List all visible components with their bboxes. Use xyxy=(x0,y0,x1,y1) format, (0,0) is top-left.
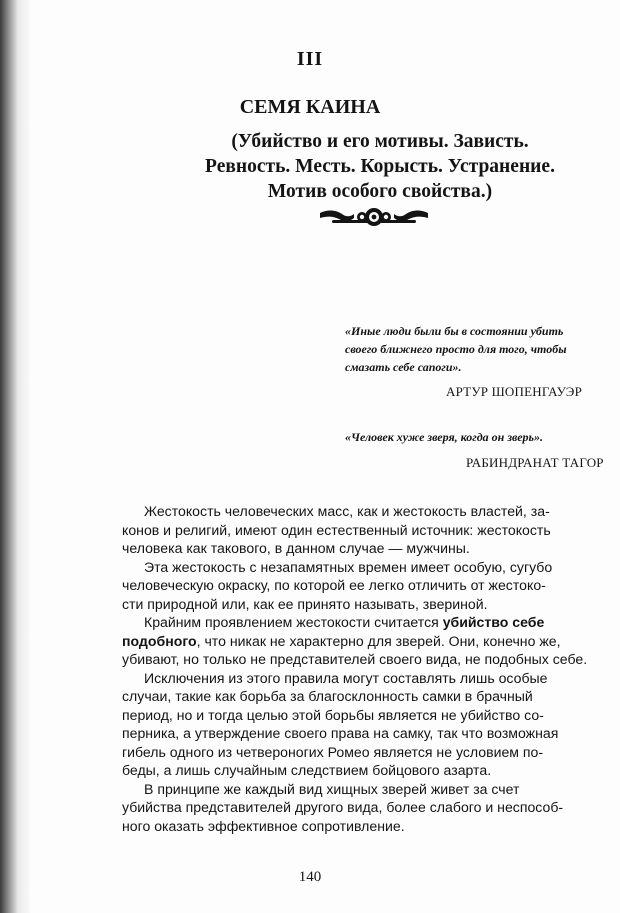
text-run: , что никак не характерно для зверей. Они, конечно же, xyxy=(196,632,561,649)
epigraph-quote xyxy=(345,428,620,446)
epigraph-author: АРТУР ШОПЕНГАУЭР xyxy=(446,384,583,399)
emphasis-text: подобного xyxy=(122,632,197,649)
text-line: Исключения из этого правила могут составлять лишь особые xyxy=(144,669,548,686)
text-line: Жестокость человеческих масс, как и жестокость властей, за- xyxy=(144,503,550,519)
text-line: убивают, но только не представителей своего вида, не подобных себе. xyxy=(122,651,588,667)
text-line: период, но и тогда целью этой борьбы является не убийство со- xyxy=(122,706,544,723)
chapter-number: III xyxy=(296,48,324,70)
text-line: конов и религий, имеют один естественный источник: жестокость xyxy=(122,521,551,538)
text-line xyxy=(122,613,620,632)
epigraph-quote xyxy=(345,322,620,376)
epigraph-line: «Иные люди были бы в состоянии убить xyxy=(345,324,564,338)
text-line: сти природной или, как ее принято называть, звериной. xyxy=(122,595,488,612)
epigraph-line: смазать себе сапоги». xyxy=(345,360,462,374)
body-text xyxy=(122,502,620,835)
text-line: убийства представителей другого вида, более слабого и неспособ- xyxy=(122,799,564,815)
text-line xyxy=(122,632,620,651)
chapter-title: СЕМЯ КАИНА xyxy=(239,96,381,118)
text-line: Эта жестокость с незапамятных времен имеет особую, сугубо xyxy=(144,558,553,575)
text-line: беды, а лишь случайным следствием бойцового азарта. xyxy=(122,762,492,778)
text-line: человеческую окраску, по которой ее легко отличить от жестоко- xyxy=(122,577,546,593)
text-line: перника, а утверждение своего права на самку, так что возможная xyxy=(122,725,559,741)
epigraph-line: своего ближнего просто для того, чтобы xyxy=(345,342,567,356)
epigraph-author: РАБИНДРАНАТ ТАГОР xyxy=(466,455,604,470)
page-number: 140 xyxy=(298,869,322,885)
text-run: Крайним проявлением жестокости считается xyxy=(144,614,443,630)
subtitle-line: Ревность. Месть. Корысть. Устранение. xyxy=(205,156,555,177)
text-line: гибель одного из четвероногих Ромео является не условием по- xyxy=(122,743,544,760)
epigraph-line: «Человек хуже зверя, когда он зверь». xyxy=(345,430,544,444)
subtitle-line: Мотив особого свойства.) xyxy=(267,181,493,202)
chapter-subtitle xyxy=(150,129,610,204)
text-line: человека как такового, в данном случае — мужчины. xyxy=(122,540,470,556)
subtitle-line: (Убийство и его мотивы. Зависть. xyxy=(231,131,529,152)
emphasis-text: убийство себе xyxy=(442,614,545,630)
ornament-divider-icon xyxy=(318,204,430,230)
text-line: В принципе же каждый вид хищных зверей живет за счет xyxy=(144,780,520,797)
text-line: случаи, такие как борьба за благосклонность самки в брачный xyxy=(122,688,533,704)
text-line: ного оказать эффективное сопротивление. xyxy=(122,817,405,834)
